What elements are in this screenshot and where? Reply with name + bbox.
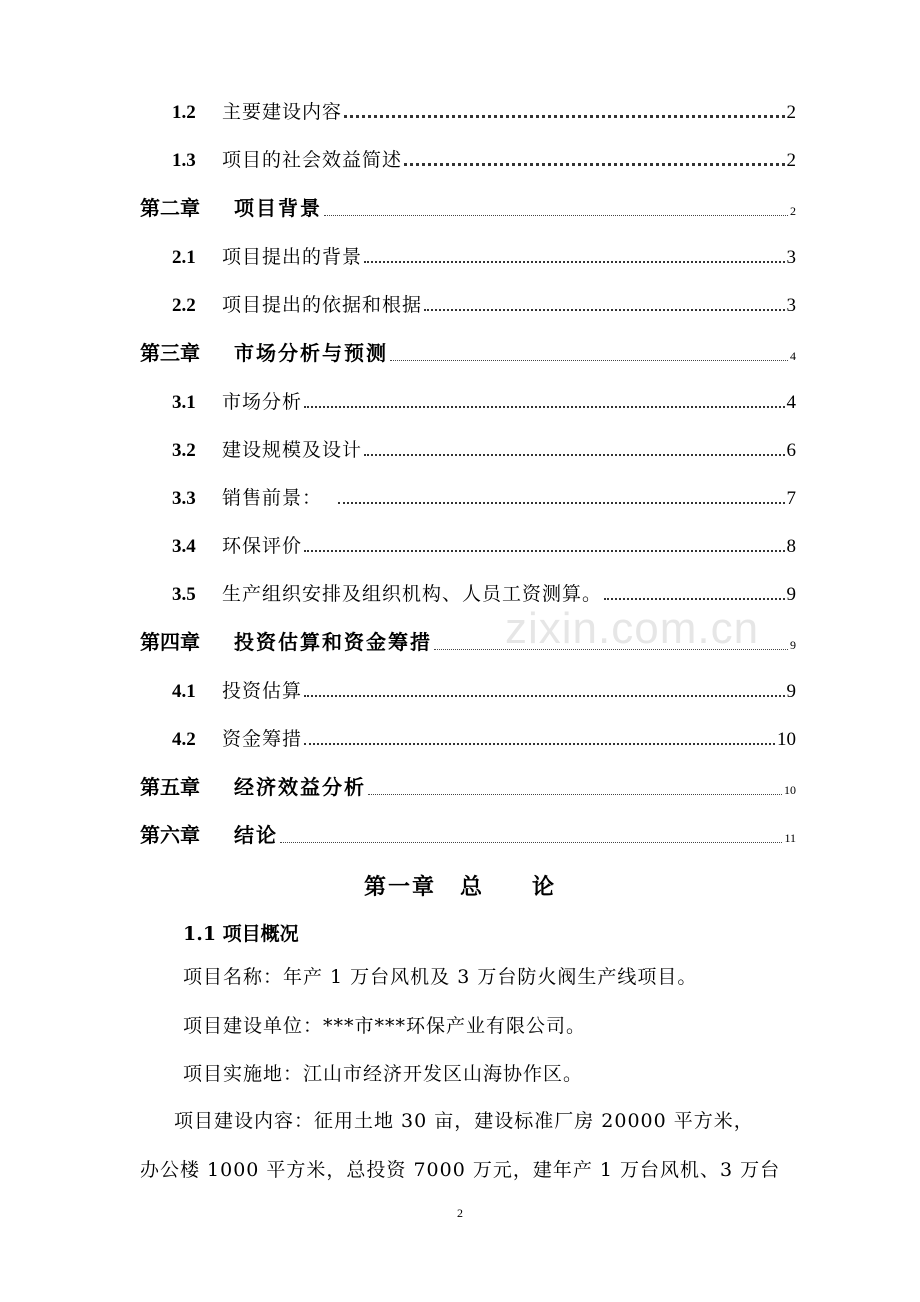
toc-page-number: 10 — [784, 783, 796, 797]
toc-entry-3-3[interactable] — [172, 480, 796, 510]
paragraph-project-name: 项目名称：年产 1 万台风机及 3 万台防火阀生产线项目。 — [183, 966, 698, 988]
toc-page-number: 9 — [786, 681, 796, 702]
toc-number: 1.3 — [172, 150, 196, 171]
toc-title: 项目提出的背景 — [222, 246, 363, 268]
toc-entry-3-5[interactable] — [172, 576, 796, 606]
toc-title: 市场分析与预测 — [234, 341, 388, 365]
dot-leader — [280, 841, 782, 843]
toc-chapter-5[interactable] — [140, 770, 796, 800]
dot-leader — [304, 742, 775, 745]
paragraph-content-line-2: 办公楼 1000 平方米，总投资 7000 万元，建年产 1 万台风机、3 万台 — [140, 1159, 781, 1181]
toc-page-number: 9 — [790, 638, 796, 652]
toc-chapter-number: 第四章 — [140, 630, 200, 654]
toc-title: 结论 — [234, 823, 278, 847]
toc-entry-1-2[interactable] — [172, 94, 796, 124]
dot-leader — [338, 501, 784, 504]
toc-chapter-number: 第五章 — [140, 775, 200, 799]
toc-chapter-number: 第六章 — [140, 823, 200, 847]
toc-page-number: 10 — [777, 729, 796, 750]
toc-page-number: 8 — [786, 536, 796, 557]
toc-entry-1-3[interactable] — [172, 142, 796, 172]
watermark: zixin.com.cn — [505, 604, 760, 653]
toc-chapter-3[interactable] — [140, 336, 796, 366]
toc-page-number: 3 — [786, 247, 796, 268]
toc-number: 1.2 — [172, 102, 196, 123]
toc-title: 项目提出的依据和根据 — [222, 294, 423, 316]
toc-page-number: 6 — [786, 440, 796, 461]
toc-chapter-6[interactable] — [140, 818, 796, 848]
toc-chapter-2[interactable] — [140, 191, 796, 221]
toc-page-number: 7 — [786, 488, 796, 509]
paragraph-construction-unit: 项目建设单位：***市***环保产业有限公司。 — [183, 1015, 587, 1037]
toc-number: 3.5 — [172, 584, 196, 605]
toc-number: 3.2 — [172, 440, 196, 461]
toc-title: 投资估算和资金筹措 — [234, 630, 432, 654]
page-number: 2 — [457, 1206, 463, 1220]
toc-entry-4-1[interactable] — [172, 673, 796, 703]
toc-title: 环保评价 — [222, 535, 303, 557]
dot-leader — [368, 793, 782, 795]
dot-leader — [344, 114, 784, 118]
toc-page-number: 2 — [786, 102, 796, 123]
toc-page-number: 4 — [786, 392, 796, 413]
toc-page-number: 2 — [790, 204, 796, 218]
toc-page-number: 3 — [786, 295, 796, 316]
dot-leader — [364, 453, 784, 456]
toc-chapter-number: 第三章 — [140, 341, 200, 365]
dot-leader — [324, 214, 788, 216]
toc-title: 项目背景 — [234, 196, 322, 220]
dot-leader — [390, 359, 788, 361]
toc-title: 投资估算 — [222, 680, 303, 702]
dot-leader — [304, 405, 784, 408]
toc-title: 主要建设内容 — [222, 101, 343, 123]
toc-chapter-number: 第二章 — [140, 196, 200, 220]
dot-leader — [424, 308, 784, 311]
toc-title: 项目的社会效益简述 — [222, 149, 403, 171]
toc-title: 市场分析 — [222, 391, 303, 413]
toc-page-number: 4 — [790, 349, 796, 363]
toc-entry-3-1[interactable] — [172, 384, 796, 414]
toc-page-number: 2 — [786, 150, 796, 171]
chapter-title: 第一章 总 论 — [363, 874, 556, 900]
toc-number: 3.4 — [172, 536, 196, 557]
toc-number: 4.2 — [172, 729, 196, 750]
toc-number: 4.1 — [172, 681, 196, 702]
dot-leader — [604, 597, 784, 600]
toc-entry-3-4[interactable] — [172, 528, 796, 558]
toc-title: 建设规模及设计 — [222, 439, 363, 461]
toc-number: 2.1 — [172, 247, 196, 268]
toc-number: 3.3 — [172, 488, 196, 509]
toc-title: 销售前景： — [222, 487, 323, 509]
toc-page-number: 11 — [784, 831, 796, 845]
toc-number: 2.2 — [172, 295, 196, 316]
toc-title: 资金筹措 — [222, 728, 303, 750]
dot-leader — [364, 260, 784, 263]
toc-entry-2-2[interactable] — [172, 287, 796, 317]
toc-number: 3.1 — [172, 392, 196, 413]
toc-title: 生产组织安排及组织机构、人员工资测算。 — [222, 583, 603, 605]
toc-page-number: 9 — [786, 584, 796, 605]
paragraph-content-line-1: 项目建设内容：征用土地 30 亩，建设标准厂房 20000 平方米， — [174, 1110, 754, 1132]
toc-entry-2-1[interactable] — [172, 239, 796, 269]
dot-leader — [304, 549, 784, 552]
section-title: 1.1 项目概况 — [183, 923, 299, 945]
toc-entry-4-2[interactable] — [172, 721, 796, 751]
dot-leader — [404, 162, 784, 166]
toc-title: 经济效益分析 — [234, 775, 366, 799]
paragraph-site: 项目实施地：江山市经济开发区山海协作区。 — [183, 1063, 584, 1085]
dot-leader — [304, 694, 784, 697]
toc-entry-3-2[interactable] — [172, 432, 796, 462]
